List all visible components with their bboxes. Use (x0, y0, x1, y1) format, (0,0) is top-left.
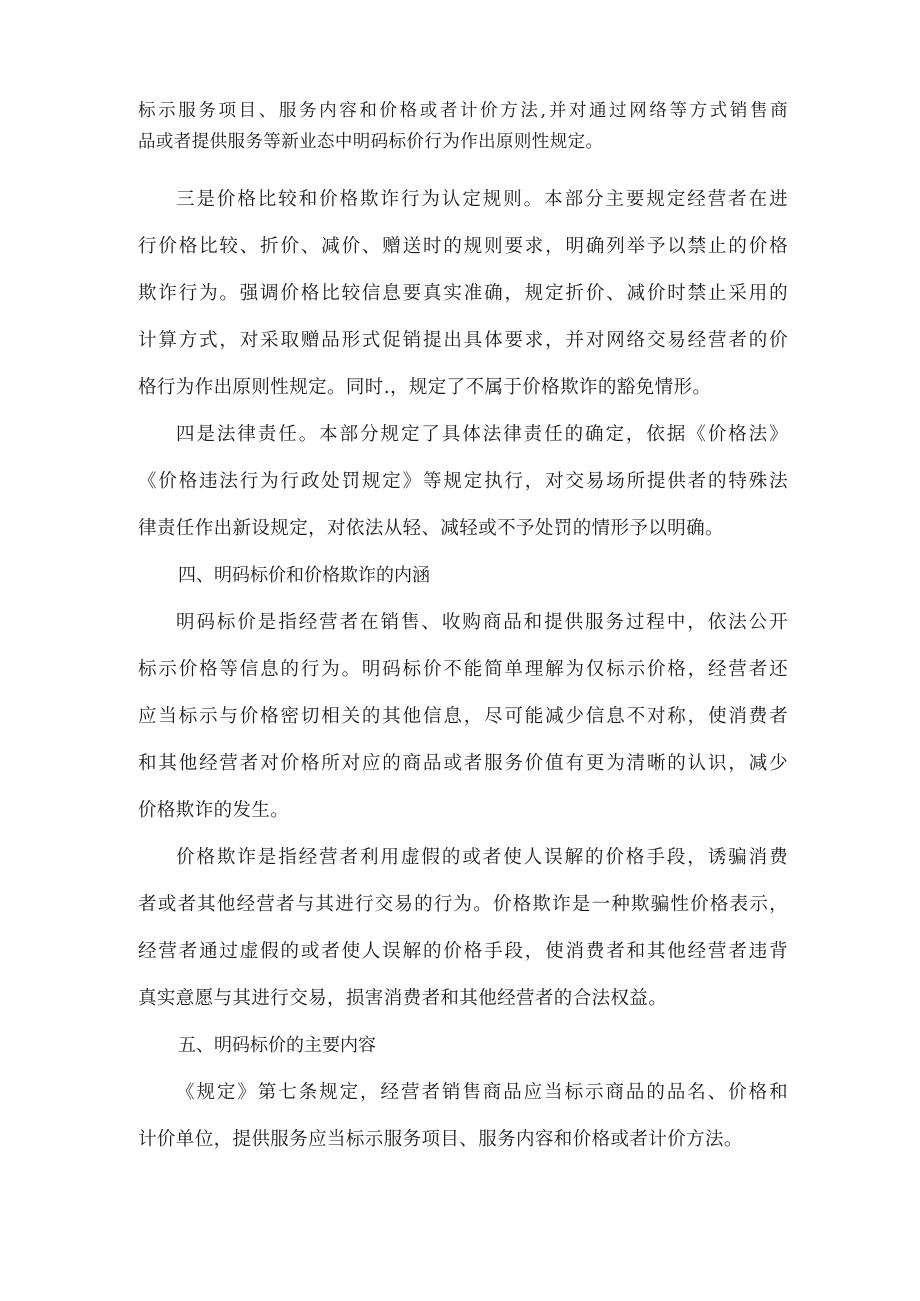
text-line: 《价格违法行为行政处罚规定》等规定执行，对交易场所提供者的特殊法 (138, 471, 788, 492)
paragraph-continuation (138, 96, 788, 158)
text-line: 标示价格等信息的行为。明码标价不能简单理解为仅标示价格，经营者还 (138, 659, 788, 680)
section-heading-5: 五、明码标价的主要内容 (178, 1035, 376, 1056)
text-line: 应当标示与价格密切相关的其他信息，尽可能减少信息不对称，使消费者 (138, 706, 788, 727)
text-line: 四是法律责任。本部分规定了具体法律责任的确定，依据《价格法》 (176, 424, 788, 445)
paragraph-legal-liability (138, 411, 788, 552)
text-line: 《规定》第七条规定，经营者销售商品应当标示商品的品名、价格和 (176, 1082, 788, 1103)
text-line: 计价单位，提供服务应当标示服务项目、服务内容和价格或者计价方法。 (138, 1129, 743, 1150)
paragraph-price-fraud-definition (138, 834, 788, 1022)
text-line: 价格欺诈的发生。 (138, 800, 290, 821)
text-line: 计算方式，对采取赠品形式促销提出具体要求，并对网络交易经营者的价 (138, 330, 788, 351)
text-line: 者或者其他经营者与其进行交易的行为。价格欺诈是一种欺骗性价格表示， (138, 894, 788, 915)
section-heading-4: 四、明码标价和价格欺诈的内涵 (178, 565, 430, 586)
text-line: 经营者通过虚假的或者使人误解的价格手段，使消费者和其他经营者违背 (138, 941, 788, 962)
text-line: 标示服务项目、服务内容和价格或者计价方法,并对通过网络等方式销售商 (138, 101, 788, 121)
text-line: 三是价格比较和价格欺诈行为认定规则。本部分主要规定经营者在进 (176, 189, 788, 210)
paragraph-article-seven (138, 1069, 788, 1163)
document-page (138, 96, 788, 1163)
paragraph-clear-pricing-definition (138, 599, 788, 834)
text-line: 品或者提供服务等新业态中明码标价行为作出原则性规定。 (138, 132, 604, 152)
text-line: 律责任作出新设规定，对依法从轻、减轻或不予处罚的情形予以明确。 (138, 518, 724, 539)
text-line: 欺诈行为。强调价格比较信息要真实准确，规定折价、减价时禁止采用的 (138, 283, 788, 304)
text-line: 行价格比较、折价、减价、赠送时的规则要求，明确列举予以禁止的价格 (138, 236, 788, 257)
paragraph-price-comparison-rules (138, 176, 788, 411)
text-line: 明码标价是指经营者在销售、收购商品和提供服务过程中，依法公开 (176, 612, 788, 633)
text-line: 真实意愿与其进行交易，损害消费者和其他经营者的合法权益。 (138, 988, 668, 1009)
text-line: 格行为作出原则性规定。同时.，规定了不属于价格欺诈的豁免情形。 (138, 377, 712, 398)
text-line: 价格欺诈是指经营者利用虚假的或者使人误解的价格手段，诱骗消费 (176, 847, 788, 868)
text-line: 和其他经营者对价格所对应的商品或者服务价值有更为清晰的认识，减少 (138, 753, 788, 774)
